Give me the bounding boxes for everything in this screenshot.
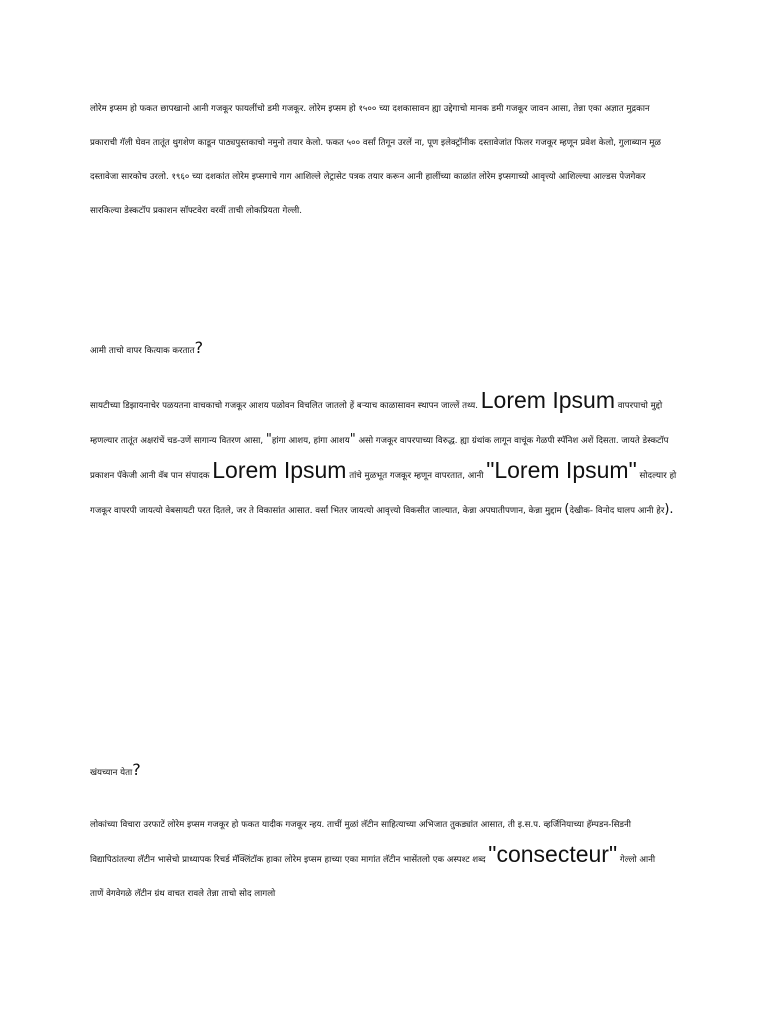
lorem-ipsum-large-quoted: "Lorem Ipsum" (486, 457, 637, 483)
origin-text-a: लोकांच्या विचारा उरफाटें लोरेम इप्सम गजकूर हो फकत यादीक गजकूर न्हय. ताचीं मुळां लॅटीन साहित्याच्या अभिजात तुकड्यांत आसात, ती इ.स.प. व्हर्जिनियाच्या हॅम्पडन-सिडनी विद्यापिठांतल्या लॅटीन भासेचो प्राध्यापक रिचर्ड मॅक्लिंटॉक हाका लोरेम इप्सम हाच्या एका मागांत लॅटीन भासेंतलो एक अस्पश्ट शब्द (90, 820, 632, 865)
paragraph-intro (90, 92, 670, 228)
heading-why-use (90, 338, 203, 361)
why-text-k: सोदल्यार हो गजकूर वापरपी जायत्यो वेबसायटी परत दितले, जर ते विकासांत आसात. वर्सां भितर जायत्यो आवृत्त्यो विकसीत जाल्यात, केन्ना अपघातीपणान, केन्ना मुद्दाम (90, 471, 677, 516)
origin-text-c: गेल्लो आनी ताणें वेगवेगळे लॅटीन ग्रंथ वाचत रावले तेन्ना ताचो सोद लागलो (90, 855, 656, 899)
why-text-i: तांचे मुळभूत गजकूर म्हणून वापरतात, आनी (349, 471, 484, 481)
heading-where-from-text: खंयच्यान येता (90, 768, 133, 778)
consecteur-large: "consecteur" (488, 841, 618, 867)
why-text-a: सायटीच्या डिझायनाचेर पळयतना वाचकाचो गजकूर आशय पळोवन विचलित जातलो हें बऱ्याच काळासावन स्थापन जाल्लें तथ्य. (90, 401, 479, 411)
paragraph-where-from (90, 808, 670, 911)
paragraph-why-use (90, 388, 690, 528)
lorem-ipsum-large-2: Lorem Ipsum (212, 457, 347, 483)
why-text-e: हांगा आशय, हांगा आशय (271, 436, 350, 446)
why-text-g: असो गजकूर वापरपाच्या विरुद्ध. ह्या ग्रंथांक लागून वाचूंक गेळपी स्पॅनिश अशें दिसता. जायते डेस्कटॉप प्रकाशन पॅकेजी आनी वॅब पान संपादक (90, 436, 669, 481)
intro-text: लोरेम इप्सम हो फकत छापखानो आनी गजकूर फायलींचो डमी गजकूर. लोरेम इप्सम हो १५०० च्या दशकासावन ह्या उद्देगाचो मानक डमी गजकूर जावन आसा, तेन्ना एका अज्ञात मुद्रकान प्रकाराची गॅली घेवन तातूंत थुगशेण काडून पाठ्यपुस्तकाचो नमुनो तयार केलो. फकत ५०० वर्सां तिगून उरलें ना, पूण इलेक्ट्रॉनीक दस्तावेजांत फिलर गजकूर म्हणून प्रवेश केलो, गुलाब्यान मूळ दस्तावेजा सारकोच उरलो. १९६० च्या दशकांत लोरेम इप्सगाचे गाग आशिल्ले लेट्रासेट पत्रक तयार करून आनी हालींच्या काळांत लोरेम इप्सगाच्यो आवृत्त्यो आशिल्ल्या आल्डस पेजगेकर सारकिल्या डेस्कटॉप प्रकाशन सॉफ्टवेरा वरवीं ताची लोकप्रियता गेल्ली. (90, 104, 661, 216)
heading-question-mark: ? (132, 760, 141, 779)
open-quote: " (265, 432, 272, 447)
lorem-ipsum-large-1: Lorem Ipsum (480, 387, 615, 413)
close-quote: " (349, 432, 356, 447)
open-paren: ( (564, 502, 570, 517)
why-text-m: देखीक- विनोद घालप आनी हेर (569, 506, 665, 516)
heading-where-from (90, 760, 141, 783)
heading-why-use-text: आमी ताचो वापर कित्याक करतात (90, 346, 195, 356)
heading-question-mark: ? (194, 338, 204, 357)
why-text-c: वापरपाचो मुद्दो म्हणल्यार तातूंत अक्षरांचें चड-उणें सागान्य वितरण आसा, (90, 401, 663, 446)
close-paren: ). (664, 502, 674, 517)
